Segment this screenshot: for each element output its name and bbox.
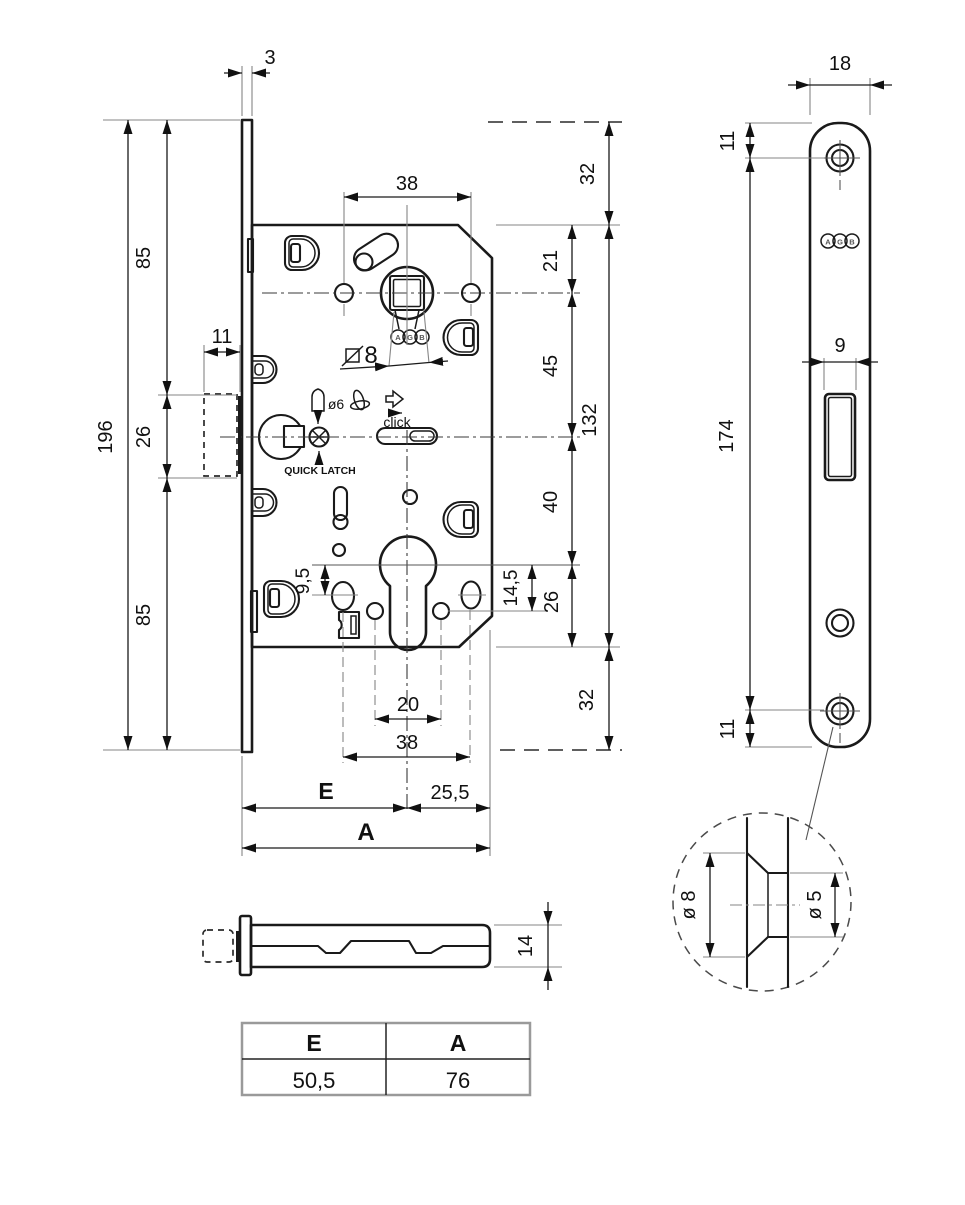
table-value-a: 76: [445, 1068, 471, 1093]
dim-latch-thickness: 14: [515, 934, 537, 958]
dim-bottom-screw-offset: 11: [717, 718, 739, 740]
logo-letter-b: B: [419, 333, 425, 342]
guide-lug-lower: [253, 489, 277, 516]
latch-parting-line: [251, 941, 490, 953]
dim-top-to-spindle: 21: [540, 249, 562, 273]
dim-cylinder-to-hole: 14,5: [501, 569, 522, 607]
bottom-screw-left: [367, 603, 383, 619]
dim-faceplate-width: 18: [828, 53, 852, 75]
dim-cylinder-to-case-bottom: 26: [541, 590, 563, 614]
detail-leader-line: [806, 727, 833, 840]
logo-letter-b: B: [849, 237, 855, 247]
dim-bottom-oval-spacing: 38: [395, 732, 419, 754]
table-value-e: 50,5: [292, 1068, 336, 1093]
agb-logo-case: [391, 330, 429, 344]
magnet-hidden-outline: [203, 930, 233, 962]
dim-case-width-label: A: [357, 819, 375, 846]
magnet-housing-hidden: [204, 394, 237, 476]
slot-end-hole: [356, 254, 373, 271]
dim-magnet-depth: 11: [211, 326, 233, 348]
logo-letter-a: A: [825, 237, 831, 247]
dim-magnet-height: 26: [133, 425, 155, 449]
bottom-screw-right: [433, 603, 449, 619]
dim-plate-thickness: 3: [264, 47, 276, 69]
d-cutout-mid-right: [444, 320, 479, 355]
d-cutout-top-left: [285, 236, 319, 270]
dim-cylinder-to-front: 25,5: [430, 782, 470, 804]
logo-letter-g: G: [837, 237, 843, 247]
dimensions-table: [242, 1023, 530, 1095]
thumbturn-icon: [350, 389, 370, 411]
euro-cylinder-hole: [380, 537, 436, 650]
faceplate-view: [716, 53, 892, 840]
dim-cylinder-to-oval: 9,5: [293, 567, 314, 595]
dim-magnet-to-cylinder: 40: [540, 490, 562, 514]
pin-diameter-label: ø6: [327, 396, 345, 412]
case-tab-bottom: [251, 591, 257, 632]
latch-flange: [240, 916, 251, 975]
case-tab-top: [248, 239, 253, 272]
faceplate-top-screw: [820, 140, 860, 190]
dim-screw-spacing: 174: [716, 419, 738, 453]
oval-hole-left: [332, 582, 354, 610]
front-view: [204, 120, 580, 812]
dim-case-height: 132: [579, 403, 601, 437]
click-label: click: [383, 414, 411, 430]
dim-spindle-square: 8: [364, 342, 378, 369]
front-view-dimensions: [95, 47, 622, 856]
faceplate-outline: [810, 123, 870, 747]
dim-latch-width: 9: [834, 335, 846, 357]
small-hole-center: [403, 490, 417, 504]
d-cutout-lower-right: [444, 502, 479, 537]
spindle-square-dim: [340, 312, 448, 369]
dim-countersink-inner: ø 5: [804, 890, 826, 920]
logo-letter-g: G: [407, 333, 413, 342]
dim-plate-top-offset: 32: [577, 162, 599, 186]
dim-total-height: 196: [95, 420, 117, 454]
dim-top-to-magnet: 85: [133, 246, 155, 270]
click-icon: [386, 391, 403, 413]
table-header-e: E: [306, 1030, 322, 1056]
agb-logo-plate: [821, 234, 859, 248]
faceplate-middle-hole: [827, 610, 854, 637]
dim-countersink-outer: ø 8: [678, 890, 700, 920]
countersink-detail-view: [673, 813, 851, 991]
teardrop-slot: [334, 487, 348, 529]
dim-bottom-screw-spacing: 20: [396, 694, 420, 716]
faceplate-bottom-screw: [820, 693, 860, 743]
guide-lug-upper: [253, 356, 277, 383]
latch-bolt-view: [203, 902, 562, 990]
latch-window: [825, 394, 855, 480]
dim-top-screw-offset: 11: [717, 130, 739, 152]
dim-magnet-to-bottom: 85: [133, 603, 155, 627]
small-hole-left: [333, 544, 345, 556]
dim-spindle-to-magnet: 45: [540, 354, 562, 378]
logo-letter-a: A: [395, 333, 401, 342]
quick-latch-label: QUICK LATCH: [284, 465, 356, 477]
table-header-a: A: [449, 1030, 467, 1056]
hook-cutout: [339, 612, 359, 638]
dim-top-hole-spacing: 38: [395, 173, 419, 195]
dim-backset-label: E: [318, 778, 334, 804]
faceplate-edge: [242, 120, 252, 752]
pin-icon: [312, 389, 324, 424]
dim-plate-bottom-offset: 32: [576, 688, 598, 712]
